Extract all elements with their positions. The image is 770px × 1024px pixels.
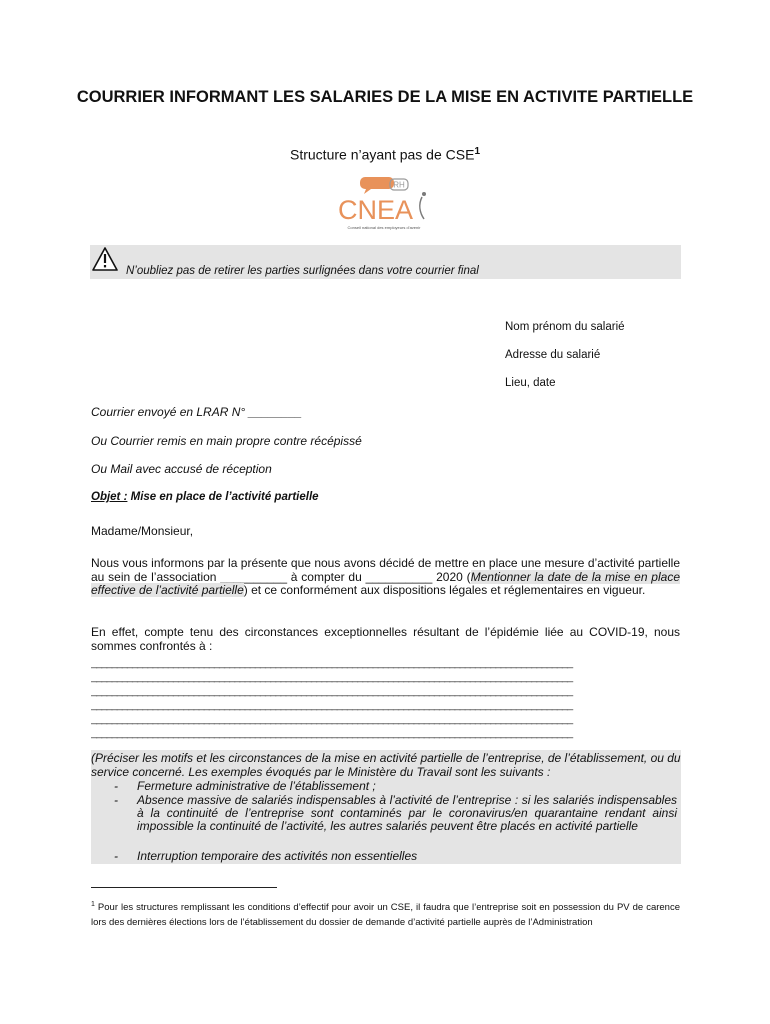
recipient-address: Adresse du salarié — [505, 349, 601, 361]
bullet-marker: - — [114, 793, 118, 807]
delivery-hand: Ou Courrier remis en main propre contre récépissé — [91, 434, 362, 448]
footnote-rule — [91, 887, 277, 888]
place-date: Lieu, date — [505, 377, 556, 389]
blank-line: ______________________________________________________________________________________________ — [91, 685, 573, 697]
paragraph-1-end: ) et ce conformément aux dispositions légales et réglementaires en vigueur. — [243, 583, 646, 597]
warning-text: N’oubliez pas de retirer les parties surlignées dans votre courrier final — [126, 265, 479, 277]
list-item-text: Absence massive de salariés indispensables à l’activité de l’entreprise : si les salariés indispensables à la continuité de l’entreprise sont contaminés par le coronavirus/en quarantaine rendant ainsi impossible la continuité de l’activité, les autres salariés peuvent être placés en activité partielle — [137, 793, 677, 833]
list-item-text: Interruption temporaire des activités non essentielles — [137, 849, 418, 863]
cnea-logo — [334, 175, 434, 235]
list-item — [91, 780, 681, 794]
delivery-mail: Ou Mail avec accusé de réception — [91, 462, 272, 476]
document-title: COURRIER INFORMANT LES SALARIES DE LA MISE EN ACTIVITE PARTIELLE — [76, 88, 694, 106]
paragraph-1-start: Nous vous informons par la présente que nous avons décidé de mettre en place une mesure d’activité partielle au sein de l’association __________ à compter du __________ 2020 ( — [91, 556, 680, 584]
list-item — [91, 850, 681, 864]
bullet-marker: - — [114, 849, 118, 863]
list-item-text: Fermeture administrative de l’établissement ; — [137, 779, 376, 793]
salutation: Madame/Monsieur, — [91, 524, 194, 538]
objet-text: Mise en place de l’activité partielle — [127, 491, 319, 503]
objet-line — [91, 491, 319, 503]
logo-text: CNEA — [338, 195, 414, 225]
warning-icon — [91, 246, 119, 272]
instructions-intro: (Préciser les motifs et les circonstances de la mise en activité partielle de l’entreprise, de l’établissement, ou du service concerné. Les exemples évoqués par le Ministère du Travail sont les suivants : — [91, 751, 681, 779]
blank-line: ______________________________________________________________________________________________ — [91, 671, 573, 683]
blank-line: ______________________________________________________________________________________________ — [91, 699, 573, 711]
bullet-marker: - — [114, 779, 118, 793]
footnote — [91, 897, 680, 930]
delivery-lrar: Courrier envoyé en LRAR N° ________ — [91, 405, 302, 419]
blank-line: ______________________________________________________________________________________________ — [91, 657, 573, 669]
footnote-number: 1 — [91, 901, 95, 908]
paragraph-1 — [91, 557, 680, 598]
paragraph-2: En effet, compte tenu des circonstances exceptionnelles résultant de l’épidémie liée au COVID-19, nous sommes confrontés à : — [91, 625, 680, 653]
logo-badge: RH — [393, 180, 405, 190]
list-item — [91, 794, 681, 850]
blank-line: ______________________________________________________________________________________________ — [91, 727, 573, 739]
footnote-ref: 1 — [474, 146, 480, 157]
footnote-text: Pour les structures remplissant les conditions d’effectif pour avoir un CSE, il faudra que l’entreprise soit en possession du PV de carence lors des dernières élections lors de l’établissement du dossier de demande d’activité partielle auprès de l’Administration — [91, 902, 680, 929]
objet-label: Objet : — [91, 491, 128, 503]
subtitle-text: Structure n’ayant pas de CSE — [290, 146, 475, 163]
paragraph-1-highlight: Mentionner la date de la mise en place effective de l’activité partielle — [91, 569, 680, 597]
blank-line: ______________________________________________________________________________________________ — [91, 713, 573, 725]
document-subtitle — [0, 146, 770, 163]
recipient-name: Nom prénom du salarié — [505, 321, 625, 333]
logo-tagline: Conseil national des employeurs d’avenir — [347, 225, 421, 230]
